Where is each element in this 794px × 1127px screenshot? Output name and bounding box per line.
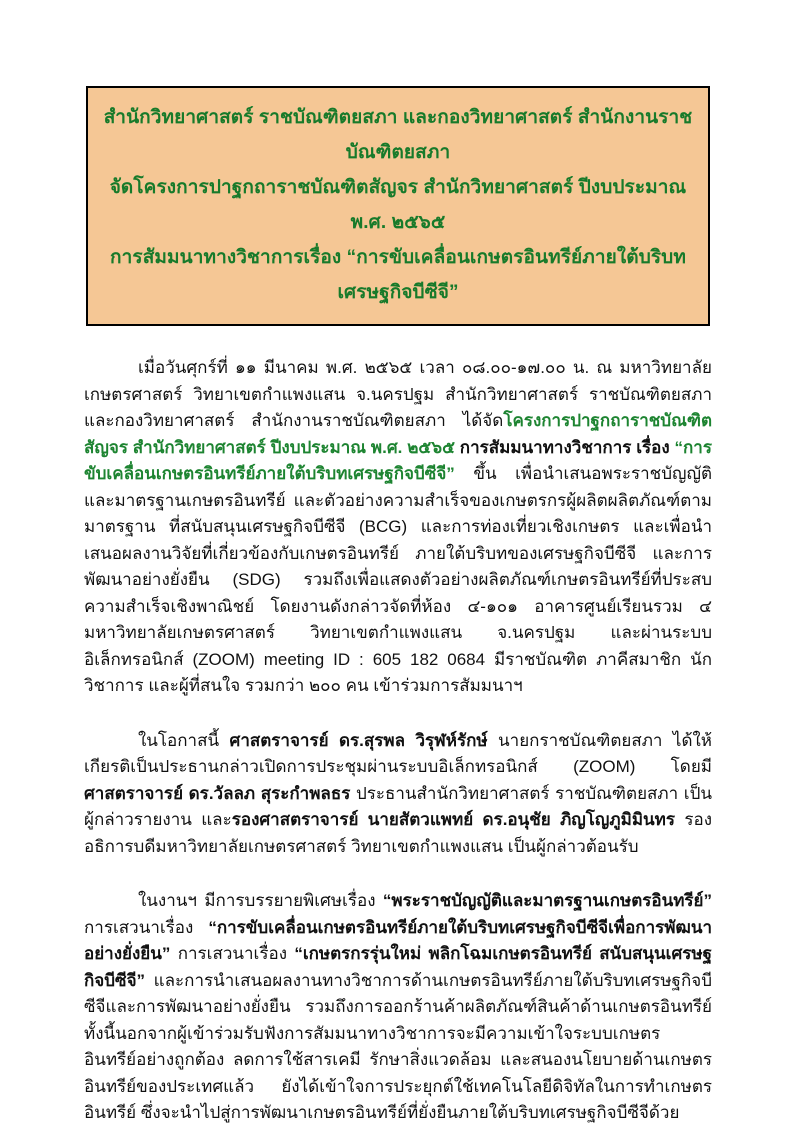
header-line-organizers: สำนักวิทยาศาสตร์ ราชบัณฑิตยสภา และกองวิทยาศาสตร์ สำนักงานราชบัณฑิตยสภา [103,107,693,163]
text-run: ในงานฯ มีการบรรยายพิเศษเรื่อง [138,891,383,910]
text-run: นายกราชบัณฑิตยสภา ได้ให้เกียรติเป็นประธานกล่าวเปิดการประชุมผ่านระบบอิเล็กทรอนิกส์ (ZOOM) โดยมี [84,730,712,776]
text-run: ในโอกาสนี้ [138,730,230,750]
text-run: ศาสตราจารย์ ดร.สุรพล วิรุฬห์รักษ์ [229,730,488,750]
text-run: เมื่อวันศุกร์ที่ ๑๑ มีนาคม พ.ศ. ๒๕๖๕ เวลา ๐๘.๐๐-๑๗.๐๐ น. ณ มหาวิทยาลัยเกษตรศาสตร์ วิทยาเขตกำแพงแสน จ.นครปฐม สำนักวิทยาศาสตร์ ราชบัณฑิตยสภา และกองวิทยาศาสตร์ สำนักงานราชบัณฑิตยสภา ได้จัด [84,358,712,430]
text-run: “เกษตรกรรุ่นใหม่ พลิกโฉมเกษตรอินทรีย์ สนับสนุนเศรษฐกิจบีซีจี” [84,944,712,990]
header-line-seminar-title: การสัมมนาทางวิชาการเรื่อง “การขับเคลื่อนเกษตรอินทรีย์ภายใต้บริบทเศรษฐกิจบีซีจี” [110,247,686,303]
text-run: การสัมมนาทางวิชาการ เรื่อง [459,437,675,457]
text-run: และการนำเสนอผลงานทางวิชาการด้านเกษตรอินทรีย์ภายใต้บริบทเศรษฐกิจบีซีจีและการพัฒนาอย่างยั่งยืน รวมถึงการออกร้านค้าผลิตภัณฑ์สินค้าด้านเกษตรอินทรีย์ ทั้งนี้นอกจากผู้เข้าร่วมรับฟังการสัมมนาทางวิชาการจะมีความเข้าใจระบบเกษตรอินทรีย์อย่างถูกต้อง ลดการใช้สารเคมี รักษาสิ่งแวดล้อม และสนองนโยบายด้านเกษตรอินทรีย์ของประเทศแล้ว ยังได้เข้าใจการประยุกต์ใช้เทคโนโลยีดิจิทัลในการทำเกษตรอินทรีย์ ซึ่งจะนำไปสู่การพัฒนาเกษตรอินทรีย์ที่ยั่งยืนภายใต้บริบทเศรษฐกิจบีซีจีด้วย [84,970,712,1122]
text-run: ประธานสำนักวิทยาศาสตร์ ราชบัณฑิตยสภา เป็นผู้กล่าวรายงาน และ [84,783,712,829]
text-run: รองศาสตราจารย์ นายสัตวแพทย์ ดร.อนุชัย ภิญโญภูมิมินทร [231,810,675,829]
text-run: “การขับเคลื่อนเกษตรอินทรีย์ภายใต้บริบทเศรษฐกิจบีซีจี” [84,437,712,483]
text-run: การเสวนาเรื่อง [84,917,209,937]
text-run: “พระราชบัญญัติและมาตรฐานเกษตรอินทรีย์” [382,891,712,910]
text-run: ขึ้น เพื่อนำเสนอพระราชบัญญัติและมาตรฐานเกษตรอินทรีย์ และตัวอย่างความสำเร็จของเกษตรกรผู้ผลิตผลิตภัณฑ์ตามมาตรฐาน ที่สนับสนุนเศรษฐกิจบีซีจี (BCG) และการท่องเที่ยวเชิงเกษตร และเพื่อนำเสนอผลงานวิจัยที่เกี่ยวข้องกับเกษตรอินทรีย์ ภายใต้บริบทของเศรษฐกิจบีซีจี และการพัฒนาอย่างยั่งยืน (SDG) รวมถึงเพื่อแสดงตัวอย่างผลิตภัณฑ์เกษตรอินทรีย์ที่ประสบความสำเร็จเชิงพาณิชย์ โดยงานดังกล่าวจัดที่ห้อง ๔-๑๐๑ อาคารศูนย์เรียนรวม ๔ มหาวิทยาลัยเกษตรศาสตร์ วิทยาเขตกำแพงแสน จ.นครปฐม และผ่านระบบอิเล็กทรอนิกส์ (ZOOM) meeting ID : 605 182 0684 มีราชบัณฑิต ภาคีสมาชิก นักวิชาการ และผู้ที่สนใจ รวมกว่า ๒๐๐ คน เข้าร่วมการสัมมนาฯ [84,464,712,695]
text-run: ศาสตราจารย์ ดร.วัลลภ สุระกำพลธร [84,783,351,803]
text-run: รองอธิการบดีมหาวิทยาลัยเกษตรศาสตร์ วิทยาเขตกำแพงแสน เป็นผู้กล่าวต้อนรับ [84,810,712,856]
text-run: “การขับเคลื่อนเกษตรอินทรีย์ภายใต้บริบทเศรษฐกิจบีซีจีเพื่อการพัฒนาอย่างยั่งยืน” [84,917,712,963]
header-banner [86,86,710,326]
header-line-project: จัดโครงการปาฐกถาราชบัณฑิตสัญจร สำนักวิทยาศาสตร์ ปีงบประมาณ พ.ศ. ๒๕๖๕ [109,177,687,233]
paragraph-event-summary [84,355,712,700]
paragraph-opening-officials [84,728,712,861]
paragraph-program-details [84,888,712,1127]
text-run: โครงการปาฐกถาราชบัณฑิตสัญจร สำนักวิทยาศาสตร์ ปีงบประมาณ พ.ศ. ๒๕๖๕ [84,411,712,457]
text-run: การเสวนาเรื่อง [170,944,295,963]
